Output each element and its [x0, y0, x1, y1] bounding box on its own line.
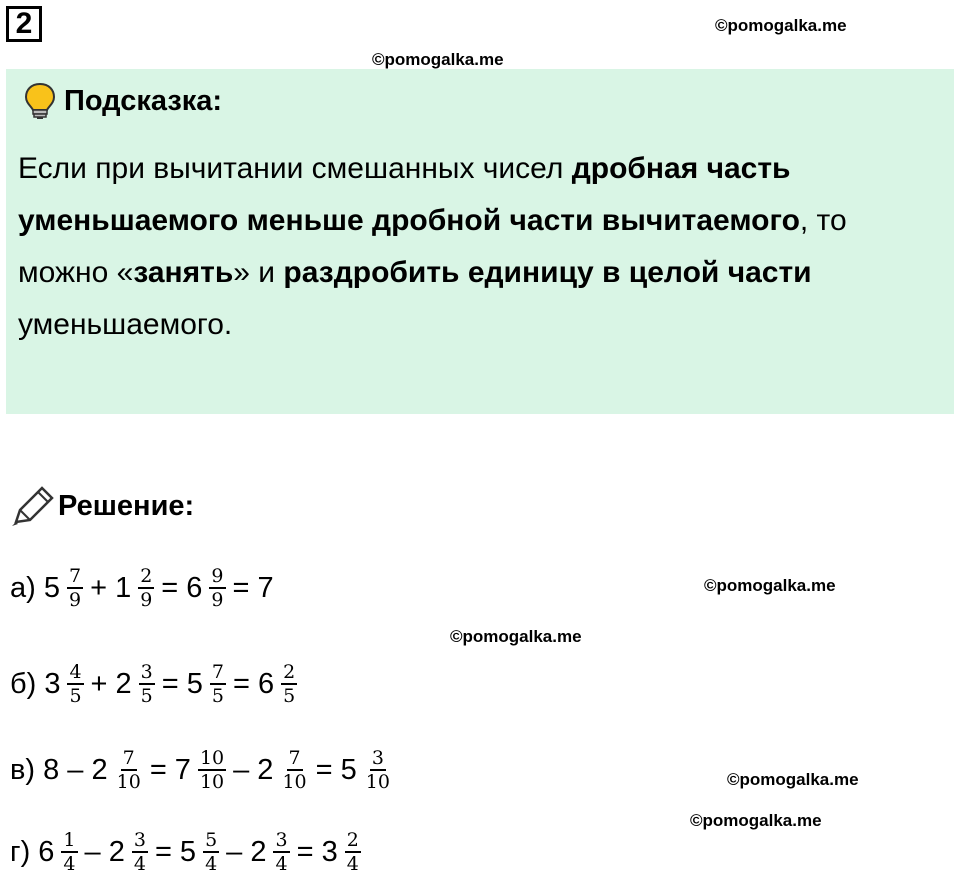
- fraction: [67, 661, 83, 707]
- fraction: [203, 829, 219, 875]
- fraction: [210, 661, 226, 707]
- equation-text: – 2: [84, 835, 125, 868]
- fraction-denominator: 4: [133, 853, 146, 875]
- fraction-denominator: 4: [275, 853, 288, 875]
- hint-text-run: уменьшаемого.: [18, 308, 233, 341]
- fraction-numerator: 4: [69, 661, 82, 683]
- equation-text: = 6: [161, 571, 203, 604]
- solution-title: Решение:: [58, 490, 195, 522]
- hint-text: [18, 143, 938, 351]
- watermark: ©pomogalka.me: [704, 576, 836, 595]
- equation-text: – 2: [226, 835, 267, 868]
- task-number: 2: [6, 6, 42, 42]
- equation-text: = 5: [315, 753, 357, 786]
- fraction-denominator: 9: [140, 589, 153, 611]
- fraction: [273, 829, 289, 875]
- fraction-numerator: 7: [211, 661, 224, 683]
- equation-text: + 1: [90, 571, 132, 604]
- fraction-numerator: 3: [275, 829, 288, 851]
- fraction-numerator: 5: [205, 829, 218, 851]
- fraction: [139, 661, 155, 707]
- equation-v: [6, 740, 395, 800]
- hint-text-bold: занять: [133, 256, 234, 289]
- hint-text-bold: раздробить единицу в целой части: [283, 256, 812, 289]
- hint-text-run: , то можно «: [18, 204, 847, 289]
- lightbulb-icon: [22, 81, 58, 121]
- equation-text: = 3: [296, 835, 338, 868]
- fraction-denominator: 9: [68, 589, 82, 611]
- fraction: [281, 661, 297, 707]
- fraction-denominator: 10: [199, 771, 225, 793]
- fraction-denominator: 9: [211, 589, 224, 611]
- fraction-denominator: 10: [282, 771, 307, 793]
- fraction-denominator: 5: [69, 685, 82, 707]
- fraction-denominator: 4: [205, 853, 218, 875]
- fraction: [132, 829, 148, 875]
- watermark: ©pomogalka.me: [450, 627, 582, 646]
- equation-text: = 5: [154, 835, 197, 868]
- fraction: [198, 747, 226, 793]
- fraction-numerator: 10: [199, 747, 225, 769]
- equation-text: в) 8 – 2: [10, 753, 108, 786]
- fraction-denominator: 5: [283, 685, 296, 707]
- fraction-numerator: 2: [346, 829, 359, 851]
- equation-text: = 7: [149, 753, 191, 786]
- equation-text: = 6: [232, 667, 275, 700]
- fraction-numerator: 1: [63, 829, 76, 851]
- hint-text-run: » и: [233, 256, 284, 289]
- fraction-numerator: 3: [371, 747, 384, 769]
- equation-text: = 7: [232, 571, 274, 604]
- fraction-denominator: 5: [140, 685, 153, 707]
- hint-text-run: Если при вычитании смешанных чисел: [18, 152, 572, 185]
- pencil-icon: [10, 486, 54, 528]
- fraction-denominator: 10: [365, 771, 390, 793]
- fraction-numerator: 3: [140, 661, 153, 683]
- fraction-denominator: 5: [211, 685, 224, 707]
- fraction-denominator: 4: [346, 853, 359, 875]
- fraction-numerator: 7: [68, 565, 82, 587]
- hint-title: Подсказка:: [64, 85, 223, 117]
- fraction-numerator: 2: [140, 565, 153, 587]
- fraction-numerator: 2: [283, 661, 296, 683]
- fraction: [364, 747, 392, 793]
- fraction: [67, 565, 83, 611]
- fraction: [345, 829, 361, 875]
- equation-text: = 5: [161, 667, 203, 700]
- watermark: ©pomogalka.me: [715, 16, 847, 35]
- fraction: [138, 565, 154, 611]
- watermark: ©pomogalka.me: [690, 811, 822, 830]
- equation-text: а) 5: [10, 571, 60, 604]
- equation-b: [6, 654, 300, 714]
- hint-text-bold: дробная часть уменьшаемого меньше дробной части вычитаемого: [18, 152, 800, 237]
- fraction-numerator: 3: [133, 829, 146, 851]
- fraction-denominator: 4: [63, 853, 76, 875]
- equation-text: + 2: [90, 667, 132, 700]
- fraction-numerator: 7: [122, 747, 135, 769]
- fraction-numerator: 9: [211, 565, 224, 587]
- fraction: [209, 565, 225, 611]
- hint-box: [6, 69, 954, 414]
- fraction-denominator: 10: [116, 771, 141, 793]
- equation-text: г) 6: [10, 835, 55, 868]
- fraction-numerator: 7: [288, 747, 301, 769]
- equation-a: [6, 558, 278, 618]
- fraction: [61, 829, 77, 875]
- equation-text: б) 3: [10, 667, 61, 700]
- watermark: ©pomogalka.me: [372, 50, 504, 69]
- equation-text: – 2: [233, 753, 274, 786]
- fraction: [280, 747, 308, 793]
- equation-g: [6, 822, 364, 882]
- watermark: ©pomogalka.me: [727, 770, 859, 789]
- fraction: [115, 747, 143, 793]
